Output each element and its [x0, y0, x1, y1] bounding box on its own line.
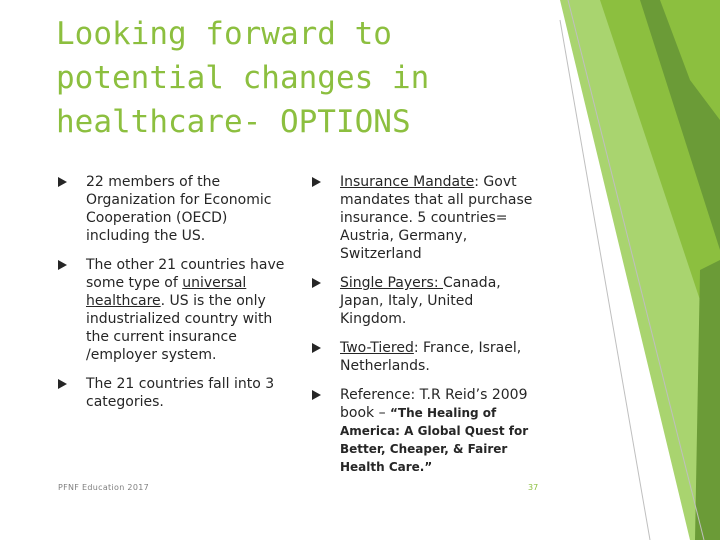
list-item	[58, 375, 288, 411]
list-item-text: The 21 countries fall into 3 categories.	[86, 376, 275, 410]
list-item	[58, 256, 288, 364]
book-title: “The Healing of America: A Global Quest for Better, Cheaper, & Fairer Health Care.”	[340, 406, 529, 474]
page-number: 37	[528, 483, 539, 492]
list-item-text: Reference: T.R Reid’s 2009 book –	[340, 387, 528, 421]
slide-title: Looking forward to potential changes in healthcare- OPTIONS	[56, 16, 430, 140]
list-item	[312, 386, 537, 476]
list-item	[312, 274, 537, 328]
triangle-bullet-icon	[312, 343, 321, 353]
triangle-bullet-icon	[58, 177, 67, 187]
list-item	[58, 173, 288, 245]
list-item-text: The other 21 countries have some type of	[86, 257, 285, 291]
list-item-text: Canada, Japan, Italy, United Kingdom.	[340, 275, 501, 327]
right-bullet-list	[312, 173, 537, 476]
list-item-text: : France, Israel, Netherlands.	[340, 340, 522, 374]
list-item	[312, 173, 537, 263]
list-item-text: : Govt mandates that all purchase insurance. 5 countries= Austria, Germany, Switzerland	[340, 174, 533, 262]
list-item-text: . US is the only industrialized country with the current insurance /employer system.	[86, 293, 273, 363]
left-bullet-list	[58, 173, 288, 411]
insurance-mandate-term: Insurance Mandate	[340, 174, 475, 190]
triangle-bullet-icon	[58, 379, 67, 389]
triangle-bullet-icon	[312, 177, 321, 187]
universal-healthcare-term: universal healthcare	[86, 275, 247, 309]
single-payers-term: Single Payers:	[340, 275, 443, 291]
triangle-bullet-icon	[312, 278, 321, 288]
footer-text: PFNF Education 2017	[58, 483, 149, 492]
triangle-bullet-icon	[58, 260, 67, 270]
triangle-bullet-icon	[312, 390, 321, 400]
list-item-text: 22 members of the Organization for Economic Cooperation (OECD) including the US.	[86, 174, 272, 244]
list-item	[312, 339, 537, 375]
two-tiered-term: Two-Tiered	[340, 340, 414, 356]
